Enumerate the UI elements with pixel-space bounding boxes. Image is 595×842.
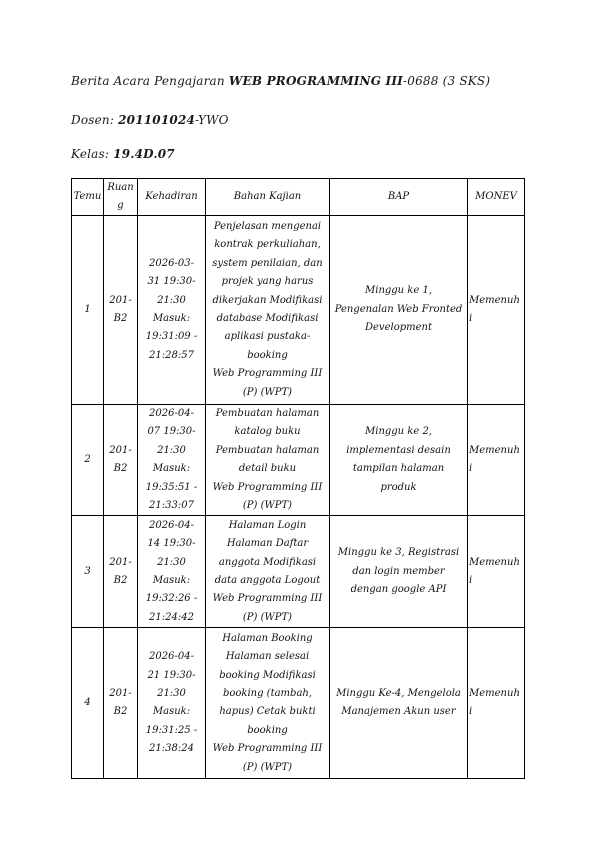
lecturer-line [71, 113, 229, 127]
cell-line-text: anggota Modifikasi [218, 556, 317, 568]
cell-line-text: system penilaian, dan [212, 257, 323, 269]
cell-line-text: Minggu Ke-4, Mengelola [336, 688, 461, 700]
cell-line-text: 19:32:26 - [145, 593, 198, 605]
cell-line-text: (P) (WPT) [242, 761, 293, 773]
table-row [72, 516, 525, 628]
kehadiran-cell [138, 216, 206, 405]
column-header: Temu [72, 179, 104, 216]
cell-line-text: booking Modifikasi [219, 669, 316, 681]
cell-line-text: 21:30 [157, 688, 186, 700]
cell-line-text: Web Programming III [212, 743, 323, 755]
cell-line-text: 21:38:24 [149, 743, 194, 755]
cell-line-text: kontrak perkuliahan, [214, 239, 321, 251]
title-prefix: Berita Acara Pengajaran [71, 74, 225, 88]
cell-line-text: 2026-03- [149, 257, 194, 269]
ruang-cell [104, 628, 138, 779]
cell-line-text: B2 [113, 706, 128, 718]
bahan-kajian-cell [206, 216, 330, 405]
temu-cell: 3 [72, 516, 104, 628]
cell-line-text: 2026-04- [149, 408, 194, 419]
cell-line-text: 19:35:51 - [145, 481, 198, 493]
cell-line-text: 201- [109, 444, 132, 456]
cell-line-text: Web Programming III [212, 368, 323, 380]
course-name: WEB PROGRAMMING III [228, 74, 403, 88]
column-header: MONEV [468, 179, 525, 216]
table-row [72, 405, 525, 516]
bahan-kajian-cell [206, 628, 330, 779]
bap-cell [330, 405, 468, 516]
cell-line-text: Masuk: [152, 463, 191, 475]
cell-line-text: (P) (WPT) [242, 611, 293, 623]
cell-line-text: 21:24:42 [149, 611, 194, 623]
cell-line-text: Pengenalan Web Fronted [334, 303, 463, 315]
lecturer-code: -YWO [195, 113, 229, 127]
report-title [71, 74, 490, 88]
cell-line-text: Web Programming III [212, 593, 323, 605]
cell-line-text: 201- [109, 556, 132, 568]
cell-line-text: booking (tambah, [222, 688, 313, 700]
kehadiran-cell [138, 628, 206, 779]
cell-line-text: (P) (WPT) [242, 500, 293, 512]
class-value: 19.4D.07 [113, 147, 175, 161]
cell-line-text: Pembuatan halaman [215, 408, 320, 419]
cell-line-text: booking [247, 724, 288, 736]
cell-line-text: Halaman Login [228, 519, 307, 531]
table-row [72, 628, 525, 779]
lecturer-id: 201101024 [118, 113, 196, 127]
cell-line-text: Masuk: [152, 574, 191, 586]
column-header: BAP [330, 179, 468, 216]
cell-line-text: 21:30 [157, 444, 186, 456]
cell-line-text: Pembuatan halaman [215, 444, 320, 456]
cell-line-text: Penjelasan mengenai [213, 220, 322, 232]
class-label: Kelas: [71, 147, 110, 161]
cell-line-text: (P) (WPT) [242, 386, 293, 398]
column-header: Kehadiran [138, 179, 206, 216]
cell-line-text: detail buku [238, 463, 297, 475]
table-header-row [72, 179, 525, 216]
temu-cell: 1 [72, 216, 104, 405]
table-row [72, 216, 525, 405]
bap-cell [330, 216, 468, 405]
ruang-cell [104, 516, 138, 628]
kehadiran-cell [138, 516, 206, 628]
cell-line-text: 201- [109, 688, 132, 700]
cell-line-text: 14 19:30- [147, 538, 196, 550]
cell-line-text: dan login member [352, 565, 445, 577]
cell-line-text: 07 19:30- [147, 426, 196, 438]
cell-line-text: implementasi desain [346, 444, 451, 456]
monev-cell: Memenuhi [468, 405, 525, 516]
cell-line-text: database Modifikasi [216, 313, 319, 324]
cell-line-text: Halaman Daftar [226, 538, 309, 550]
cell-line-text: 21 19:30- [147, 669, 196, 681]
cell-line-text: 19:31:09 - [145, 331, 198, 343]
class-line [71, 147, 175, 161]
cell-line-text: Masuk: [152, 313, 191, 324]
monev-cell: Memenuhi [468, 628, 525, 779]
cell-line-text: hapus) Cetak bukti [219, 706, 316, 718]
cell-line-text: 21:28:57 [149, 349, 194, 361]
bap-cell [330, 516, 468, 628]
cell-line-text: projek yang harus [221, 276, 314, 288]
cell-line-text: B2 [113, 574, 128, 586]
ruang-cell [104, 216, 138, 405]
cell-line-text: booking [247, 349, 288, 361]
cell-line-text: B2 [113, 313, 128, 324]
cell-line-text: Halaman selesai [225, 651, 310, 663]
cell-line-text: 201- [109, 294, 132, 306]
column-header: Bahan Kajian [206, 179, 330, 216]
kehadiran-cell [138, 405, 206, 516]
cell-line-text: Web Programming III [212, 481, 323, 493]
cell-line-text: Masuk: [152, 706, 191, 718]
monev-cell: Memenuhi [468, 216, 525, 405]
lecturer-label: Dosen: [71, 113, 115, 127]
course-code: -0688 (3 SKS) [402, 74, 491, 88]
cell-line-text: Minggu ke 2, [365, 426, 432, 438]
cell-line-text: data anggota Logout [214, 574, 321, 586]
cell-line-text: Manajemen Akun user [341, 706, 456, 718]
cell-line-text: 19:31:25 - [145, 724, 198, 736]
cell-line-text: Halaman Booking [222, 632, 313, 644]
temu-cell: 4 [72, 628, 104, 779]
cell-line-text: 2026-04- [149, 519, 194, 531]
cell-line-text: dengan google API [350, 584, 447, 596]
cell-line-text: Minggu ke 3, Registrasi [337, 547, 460, 559]
cell-line-text: 21:30 [157, 294, 186, 306]
temu-cell: 2 [72, 405, 104, 516]
bahan-kajian-cell [206, 405, 330, 516]
cell-line-text: dikerjakan Modifikasi [212, 294, 323, 306]
cell-line-text: tampilan halaman [352, 463, 445, 475]
cell-line-text: Minggu ke 1, [365, 285, 432, 297]
cell-line-text: 21:30 [157, 556, 186, 568]
monev-cell: Memenuhi [468, 516, 525, 628]
bap-cell [330, 628, 468, 779]
cell-line-text: 21:33:07 [149, 500, 194, 512]
cell-line-text: katalog buku [234, 426, 301, 438]
cell-line-text: aplikasi pustaka- [224, 331, 311, 343]
teaching-record-table [71, 178, 525, 779]
column-header: Ruang [104, 179, 138, 216]
ruang-cell [104, 405, 138, 516]
cell-line-text: produk [380, 481, 417, 493]
cell-line-text: 2026-04- [149, 651, 194, 663]
cell-line-text: Development [365, 322, 432, 334]
bahan-kajian-cell [206, 516, 330, 628]
cell-line-text: 31 19:30- [147, 276, 196, 288]
cell-line-text: B2 [113, 463, 128, 475]
